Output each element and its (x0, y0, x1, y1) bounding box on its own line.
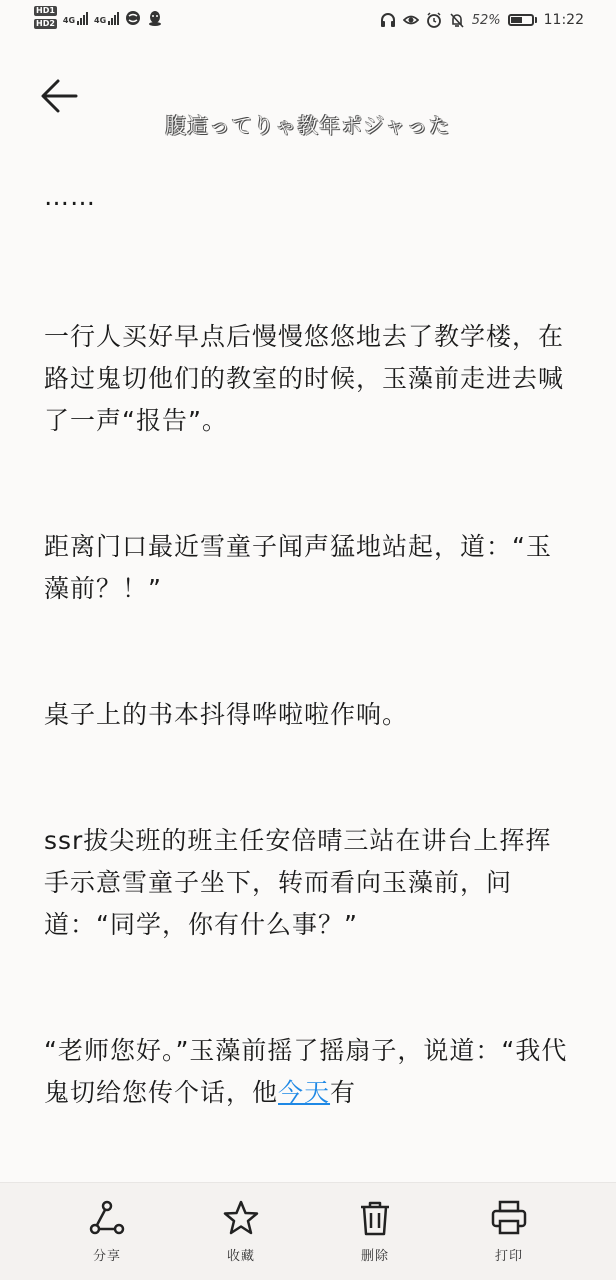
network-type-1: 4G (62, 15, 76, 25)
favorite-button[interactable] (201, 1199, 281, 1264)
bottom-toolbar (0, 1182, 616, 1280)
print-button[interactable] (469, 1199, 549, 1264)
status-bar (0, 0, 616, 46)
status-left (34, 6, 163, 29)
battery-icon (508, 14, 537, 26)
paragraph: 一行人买好早点后慢慢悠悠地去了教学楼，在路过鬼切他们的教室的时候，玉藻前走进去喊了一声“报告”。 (44, 322, 565, 435)
paragraph (44, 1030, 574, 1114)
signal-bars-icon (108, 11, 119, 25)
headphones-icon (380, 12, 396, 28)
paragraph: …… (44, 182, 96, 211)
page-title: 腹這ってりゃ教年ポジャった (165, 114, 451, 138)
paragraph-text: 有 (330, 1078, 357, 1107)
signal-2 (94, 11, 119, 25)
star-icon (222, 1199, 260, 1237)
battery-percent: 52% (471, 12, 501, 28)
article-body (44, 176, 574, 1114)
paragraph: 距离门口最近雪童子闻声猛地站起，道：“玉藻前？！” (44, 532, 552, 603)
status-right (380, 12, 584, 28)
qq-icon (147, 10, 163, 26)
battery-fill (511, 17, 522, 23)
signal-bars-icon (77, 11, 88, 25)
hd1-badge: HD1 (36, 6, 55, 15)
network-type-2: 4G (94, 15, 107, 25)
hd-indicators (34, 6, 57, 29)
printer-icon (490, 1199, 528, 1237)
share-button[interactable] (67, 1199, 147, 1264)
alarm-icon (426, 12, 442, 28)
trash-icon (356, 1199, 394, 1237)
paragraph: ssr拔尖班的班主任安倍晴三站在讲台上挥挥手示意雪童子坐下，转而看向玉藻前，问道：“同学，你有什么事？” (44, 826, 552, 939)
date-link[interactable]: 今天 (278, 1078, 331, 1107)
delete-label: 删除 (360, 1249, 389, 1264)
mute-icon (449, 12, 465, 28)
clock: 11:22 (543, 12, 584, 28)
share-icon (88, 1199, 126, 1237)
share-label: 分享 (92, 1249, 121, 1264)
hd2-badge: HD2 (36, 19, 55, 28)
favorite-label: 收藏 (226, 1249, 255, 1264)
signal-1 (63, 11, 88, 25)
paragraph-text: “老师您好。”玉藻前摇了摇扇子，说道：“我代鬼切给您传个话，他 (44, 1036, 568, 1107)
eye-icon (403, 12, 419, 28)
print-label: 打印 (494, 1249, 523, 1264)
delete-button[interactable] (335, 1199, 415, 1264)
vpn-icon (125, 10, 141, 26)
paragraph: 桌子上的书本抖得哗啦啦作响。 (44, 700, 409, 729)
